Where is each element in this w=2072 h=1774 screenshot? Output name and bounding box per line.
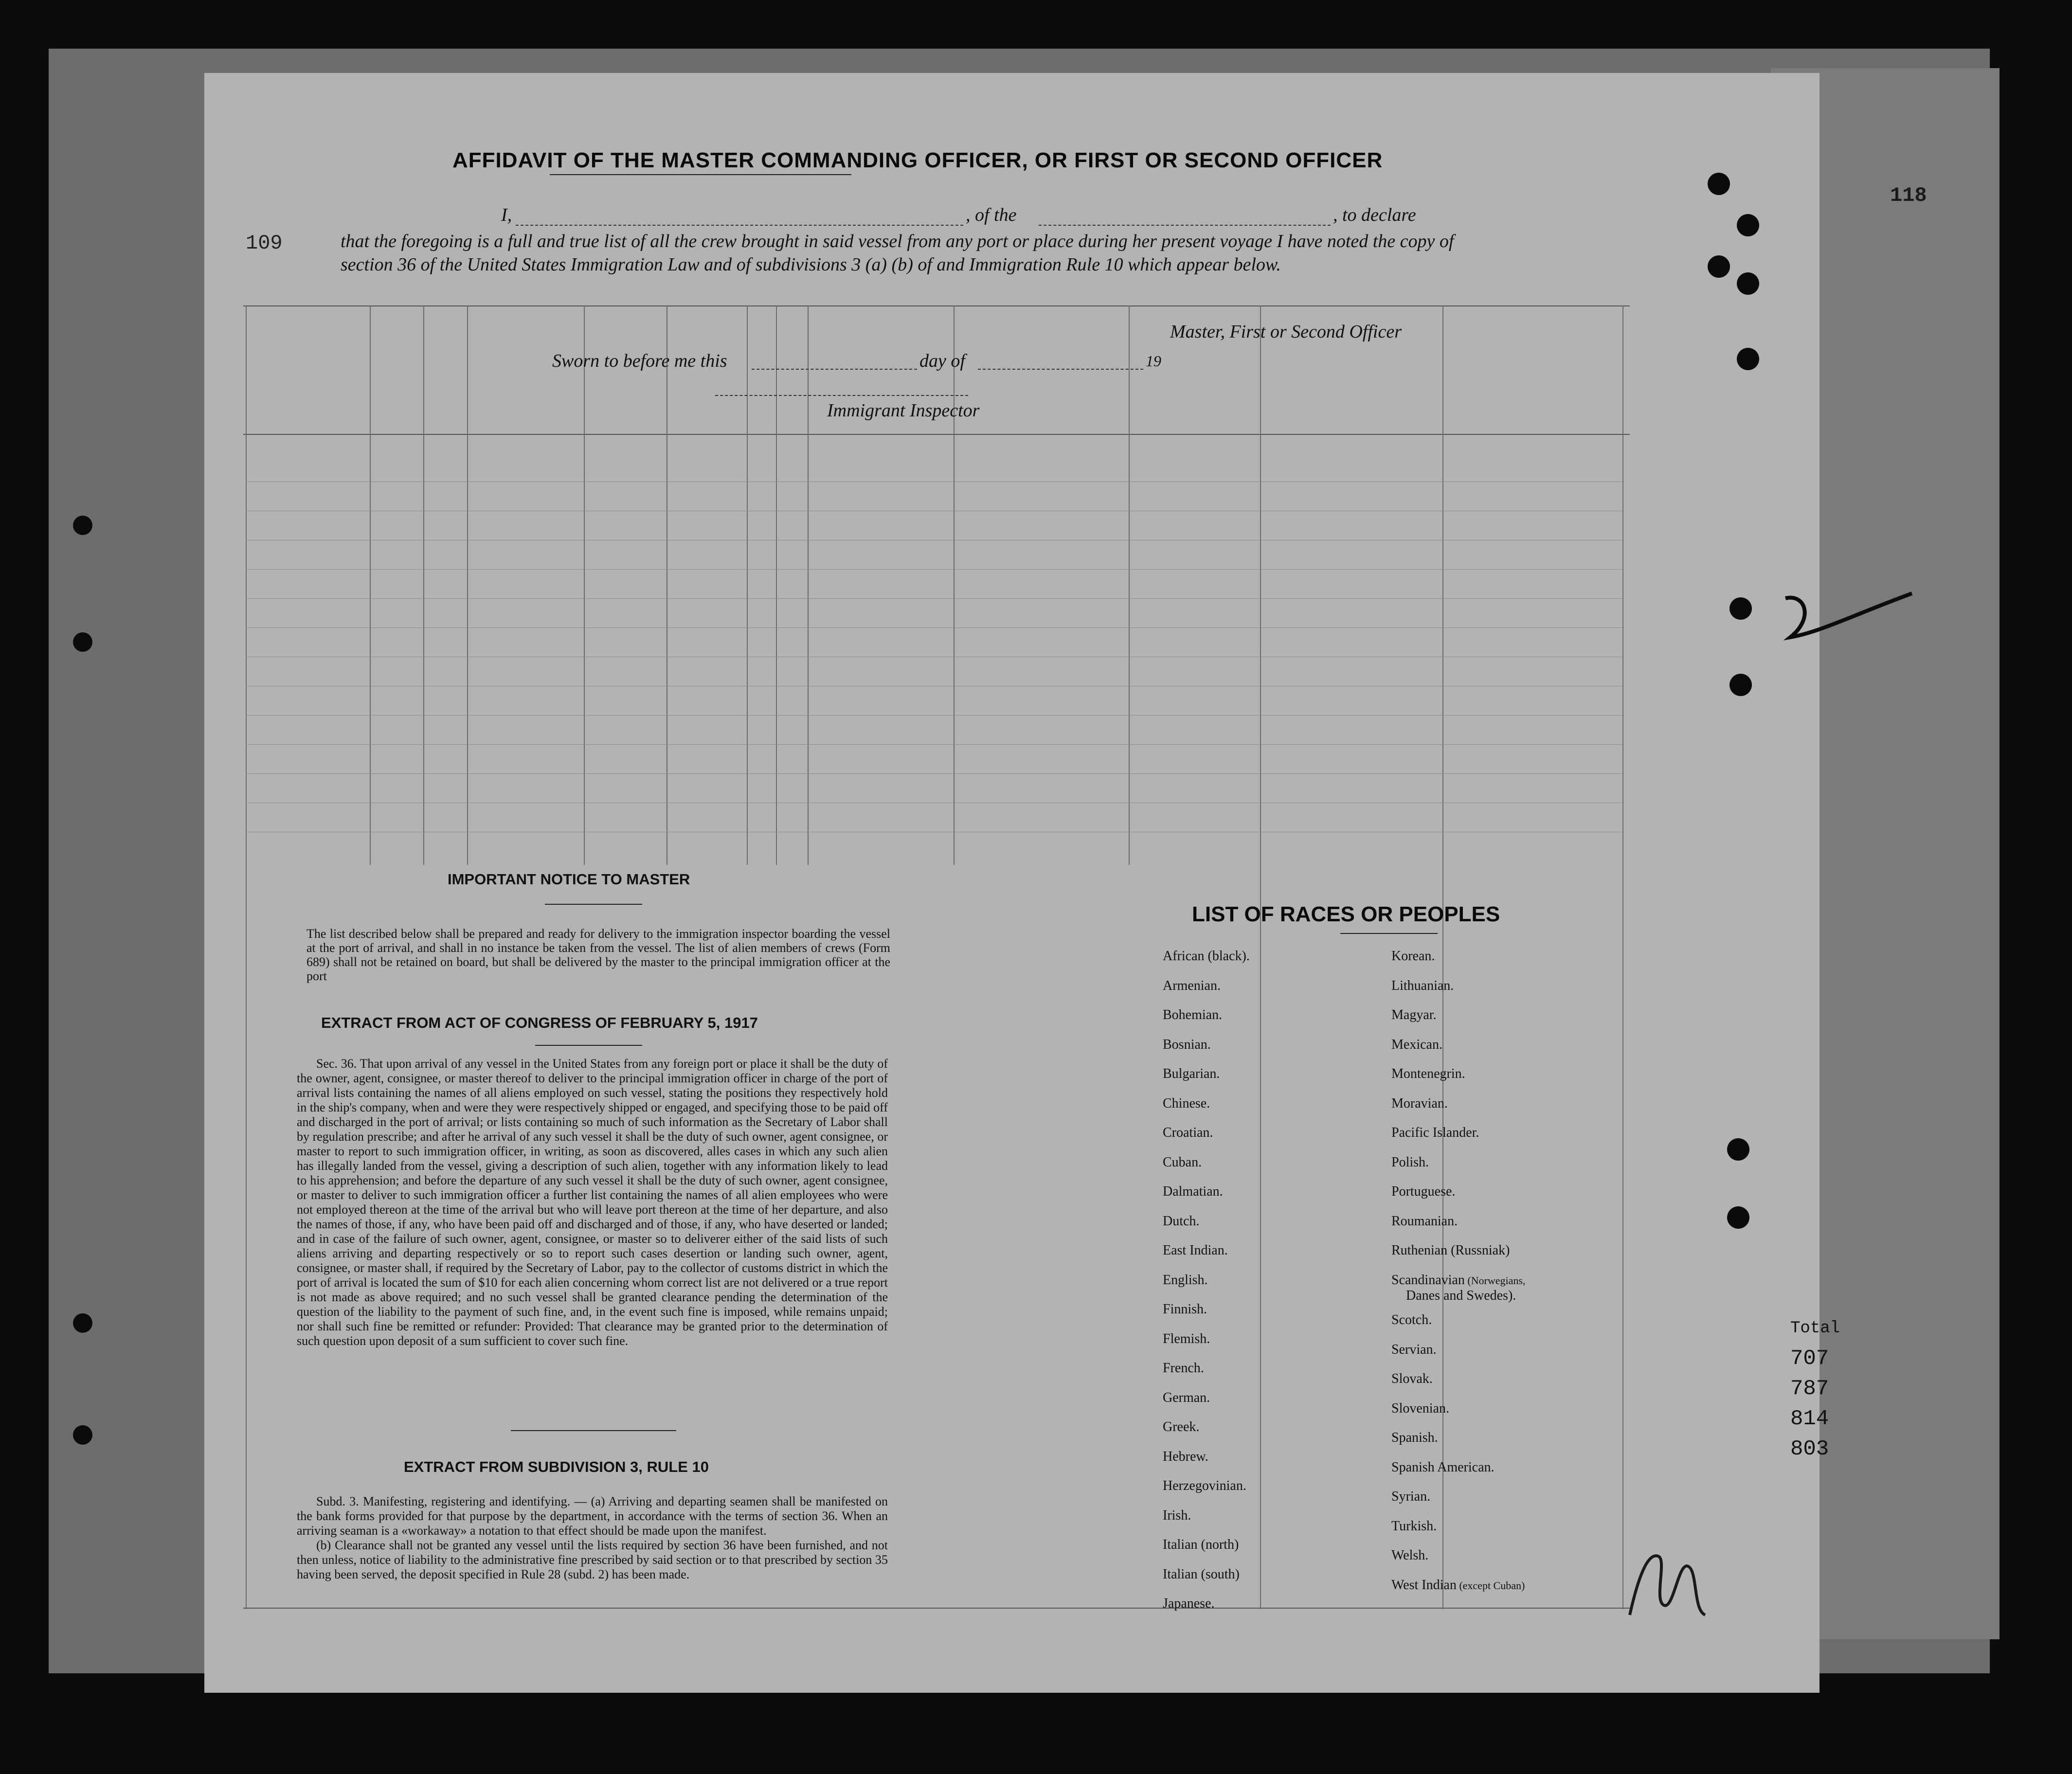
race-item: Spanish American. bbox=[1391, 1459, 1495, 1475]
table-row-line bbox=[246, 773, 1622, 774]
punch-hole bbox=[1737, 214, 1759, 236]
table-row-line bbox=[246, 569, 1622, 570]
race-item: Cuban. bbox=[1163, 1154, 1202, 1170]
year-label: 19 bbox=[1146, 352, 1161, 370]
signature-mark bbox=[1620, 1542, 1732, 1625]
race-item: Bulgarian. bbox=[1163, 1066, 1220, 1081]
notice-underline bbox=[545, 904, 642, 905]
table-col-line bbox=[1260, 305, 1261, 1609]
affidavit-title: AFFIDAVIT OF THE MASTER COMMANDING OFFICER, OR FIRST OR SECOND OFFICER bbox=[452, 148, 1383, 172]
table-bottom-border bbox=[243, 1608, 1630, 1609]
act-body bbox=[297, 1057, 888, 1348]
table-col-line bbox=[808, 305, 809, 865]
race-item: African (black). bbox=[1163, 949, 1250, 964]
punch-hole bbox=[1730, 597, 1752, 620]
day-fill-line bbox=[978, 369, 1143, 370]
act-section-text: Sec. 36. That upon arrival of any vessel in the United States from any foreign port or place it shall be the duty of the owner, agent, consignee, or master thereof to deliver to the principal immigration officer in charge of the port of arrival lists containing the names of all aliens employed on such vessel, stating the positions they respectively hold in the ship's company, when and were they were respectively shipped or engaged, and specifying those to be paid off and discharged in the port of arrival; or lists containing so much of such information as the Secretary of Labor shall by regulation prescribe; and after he arrival of any such vessel it shall be the duty of such owner, agent consignee, or master to report to such immigration officer, in writing, as soon as discovered, alles cases in which any such alien has illegally landed from the vessel, giving a description of such alien, together with any information likely to lead to his apprehension; and before the departure of any such vessel it shall be the duty of such owner, agent consignee, or master to deliver to such immigration officer a further list containing the names of all alien employees who were not employed thereon at the time of the arrival but who will leave port thereon at the time of her departure, and also the names of those, if any, who have been paid off and discharged and of those, if any, who have deserted or landed; and in case of the failure of such owner, agent, consignee, or master so to deliverer either of the said lists of such aliens arriving and departing respectively or so to report such cases desertion or landing such owner, agent, consignee, or master shall, if required by the Secretary of Labor, pay to the collector of customs district in which the port of arrival is located the sum of $10 for each alien concerning whom correct list are not delivered or a true report is not made as above required; and no such vessel shall be granted clearance pending the determination of the question of the liability to the payment of such fine, and, in the event such fine is imposed, while remains unpaid; nor shall such fine be remitted or refunder: Provided: That clearance may be granted prior to the determination of such question upon deposit of a sum sufficient to cover such fine. bbox=[297, 1057, 888, 1348]
ink-mark bbox=[1776, 584, 1922, 652]
race-item: Bosnian. bbox=[1163, 1037, 1211, 1052]
race-item: Japanese. bbox=[1163, 1596, 1215, 1611]
table-col-line bbox=[954, 305, 955, 865]
punch-hole bbox=[1737, 272, 1759, 295]
table-col-line bbox=[1129, 305, 1130, 865]
margin-note: 787 bbox=[1790, 1377, 1829, 1401]
inspector-label: Immigrant Inspector bbox=[827, 400, 980, 421]
page-number: 118 bbox=[1890, 184, 1927, 207]
race-item: Irish. bbox=[1163, 1507, 1191, 1523]
race-item: Armenian. bbox=[1163, 978, 1221, 993]
affidavit-to-declare-label: , to declare bbox=[1333, 205, 1416, 225]
margin-note: 707 bbox=[1790, 1346, 1829, 1371]
race-item: English. bbox=[1163, 1272, 1208, 1288]
race-item: German. bbox=[1163, 1390, 1210, 1405]
races-underline bbox=[1340, 933, 1438, 934]
affidavit-body: that the foregoing is a full and true list of all the crew brought in said vessel from any port or place during her present voyage I have noted the copy of section 36 of the United States Immigration Law and of subdivisions 3 (a) (b) of and Immigration Rule 10 which appear below. bbox=[341, 231, 1454, 275]
table-col-line bbox=[246, 305, 247, 1609]
race-note: Danes and Swedes). bbox=[1406, 1288, 1516, 1303]
day-of-label: day of bbox=[919, 351, 965, 371]
race-item: Slovenian. bbox=[1391, 1400, 1449, 1416]
punch-hole bbox=[73, 1425, 92, 1445]
affidavit-sheet bbox=[204, 73, 1820, 1693]
inspector-signature-line bbox=[715, 395, 968, 396]
rule-body bbox=[297, 1494, 888, 1582]
race-item: Polish. bbox=[1391, 1154, 1429, 1170]
sworn-fill-line bbox=[752, 369, 917, 370]
race-item: Welsh. bbox=[1391, 1548, 1429, 1563]
race-item: Pacific Islander. bbox=[1391, 1125, 1479, 1140]
table-col-line bbox=[370, 305, 371, 865]
race-item: Turkish. bbox=[1391, 1518, 1437, 1534]
punch-hole bbox=[1737, 348, 1759, 370]
punch-hole bbox=[73, 516, 92, 535]
affidavit-of-the-label: , of the bbox=[966, 205, 1017, 225]
table-row-line bbox=[246, 744, 1622, 745]
margin-note: 814 bbox=[1790, 1407, 1829, 1431]
table-row-line bbox=[246, 715, 1622, 716]
race-item: West Indian (except Cuban) bbox=[1391, 1577, 1525, 1593]
race-note: (except Cuban) bbox=[1456, 1579, 1525, 1592]
table-col-line bbox=[467, 305, 468, 865]
races-title: LIST OF RACES OR PEOPLES bbox=[1192, 902, 1500, 926]
table-top-border bbox=[243, 305, 1630, 306]
race-item: Spanish. bbox=[1391, 1430, 1438, 1445]
title-underline bbox=[550, 174, 851, 175]
act-title: EXTRACT FROM ACT OF CONGRESS OF FEBRUARY 5, 1917 bbox=[321, 1014, 758, 1031]
race-item: Korean. bbox=[1391, 949, 1435, 964]
master-officer-label: Master, First or Second Officer bbox=[1170, 322, 1402, 342]
rule-para-b: (b) Clearance shall not be granted any vessel until the lists required by section 36 have been furnished, and not then unless, notice of liability to the administrative fine prescribed by said section or to that prescribed by section 35 having been served, the deposit specified in Rule 28 (subd. 2) has been made. bbox=[297, 1538, 888, 1581]
margin-note: Total bbox=[1790, 1319, 1840, 1338]
race-item: Hebrew. bbox=[1163, 1449, 1208, 1464]
rule-para-a: Subd. 3. Manifesting, registering and identifying. — (a) Arriving and departing seamen shall be manifested on the bank forms provided for that purpose by the department, in accordance with the terms of section 36. When an arriving seaman is a «workaway» a notation to that effect should be made upon the manifest. bbox=[297, 1494, 888, 1538]
margin-notes bbox=[1790, 1313, 1840, 1464]
race-item: Slovak. bbox=[1391, 1371, 1433, 1386]
notice-title: IMPORTANT NOTICE TO MASTER bbox=[448, 871, 690, 888]
race-item: Syrian. bbox=[1391, 1489, 1431, 1504]
table-row-line bbox=[246, 627, 1622, 628]
race-item: Finnish. bbox=[1163, 1302, 1207, 1317]
race-item: Greek. bbox=[1163, 1419, 1200, 1434]
race-item: Portuguese. bbox=[1391, 1184, 1456, 1199]
race-item: Servian. bbox=[1391, 1342, 1437, 1357]
table-col-line bbox=[584, 305, 585, 865]
margin-note: 803 bbox=[1790, 1437, 1829, 1461]
race-item: Chinese. bbox=[1163, 1095, 1210, 1111]
race-item: Magyar. bbox=[1391, 1007, 1437, 1022]
race-item: Dalmatian. bbox=[1163, 1184, 1223, 1199]
race-item: Ruthenian (Russniak) bbox=[1391, 1243, 1510, 1258]
table-col-line bbox=[423, 305, 424, 865]
punch-hole bbox=[1727, 1206, 1749, 1229]
vessel-fill-line bbox=[1039, 225, 1331, 226]
name-fill-line bbox=[516, 225, 963, 226]
table-row-line bbox=[246, 598, 1622, 599]
sworn-label: Sworn to before me this bbox=[552, 351, 727, 371]
race-item: Italian (north) bbox=[1163, 1537, 1239, 1552]
punch-hole bbox=[1708, 173, 1730, 195]
punch-hole bbox=[73, 632, 92, 652]
race-note: (Norwegians, bbox=[1464, 1274, 1526, 1287]
table-header-border bbox=[243, 434, 1630, 435]
race-item: French. bbox=[1163, 1361, 1204, 1376]
race-item: Italian (south) bbox=[1163, 1566, 1240, 1582]
race-item: Flemish. bbox=[1163, 1331, 1210, 1346]
affidavit-i-label: I, bbox=[501, 205, 512, 225]
race-item: Montenegrin. bbox=[1391, 1066, 1465, 1081]
table-col-line bbox=[747, 305, 748, 865]
race-item: Scotch. bbox=[1391, 1312, 1432, 1327]
race-item: Mexican. bbox=[1391, 1037, 1442, 1052]
race-item: Scandinavian (Norwegians, Danes and Swedes). bbox=[1391, 1272, 1526, 1303]
race-item: Bohemian. bbox=[1163, 1007, 1223, 1022]
race-item: Croatian. bbox=[1163, 1125, 1213, 1140]
race-item: East Indian. bbox=[1163, 1243, 1228, 1258]
race-item: Roumanian. bbox=[1391, 1213, 1458, 1229]
rule-title: EXTRACT FROM SUBDIVISION 3, RULE 10 bbox=[404, 1458, 709, 1475]
race-item: Moravian. bbox=[1391, 1095, 1448, 1111]
punch-hole bbox=[1727, 1138, 1749, 1161]
race-item: Lithuanian. bbox=[1391, 978, 1454, 993]
stamp-number: 109 bbox=[246, 232, 283, 255]
act-underline bbox=[535, 1045, 642, 1046]
punch-hole bbox=[1730, 674, 1752, 696]
race-item: Dutch. bbox=[1163, 1213, 1200, 1229]
punch-hole bbox=[1708, 255, 1730, 278]
rule-separator bbox=[511, 1430, 676, 1431]
notice-body: The list described below shall be prepared and ready for delivery to the immigration inspector boarding the vessel at the port of arrival, and shall in no instance be taken from the vessel. The list of alien members of crews (Form 689) shall not be retained on board, but shall be delivered by the master to the principal immigration officer at the port bbox=[306, 927, 890, 983]
table-col-line bbox=[776, 305, 777, 865]
race-item: Herzegovinian. bbox=[1163, 1478, 1246, 1493]
punch-hole bbox=[73, 1313, 92, 1333]
table-col-line bbox=[1622, 305, 1623, 1609]
